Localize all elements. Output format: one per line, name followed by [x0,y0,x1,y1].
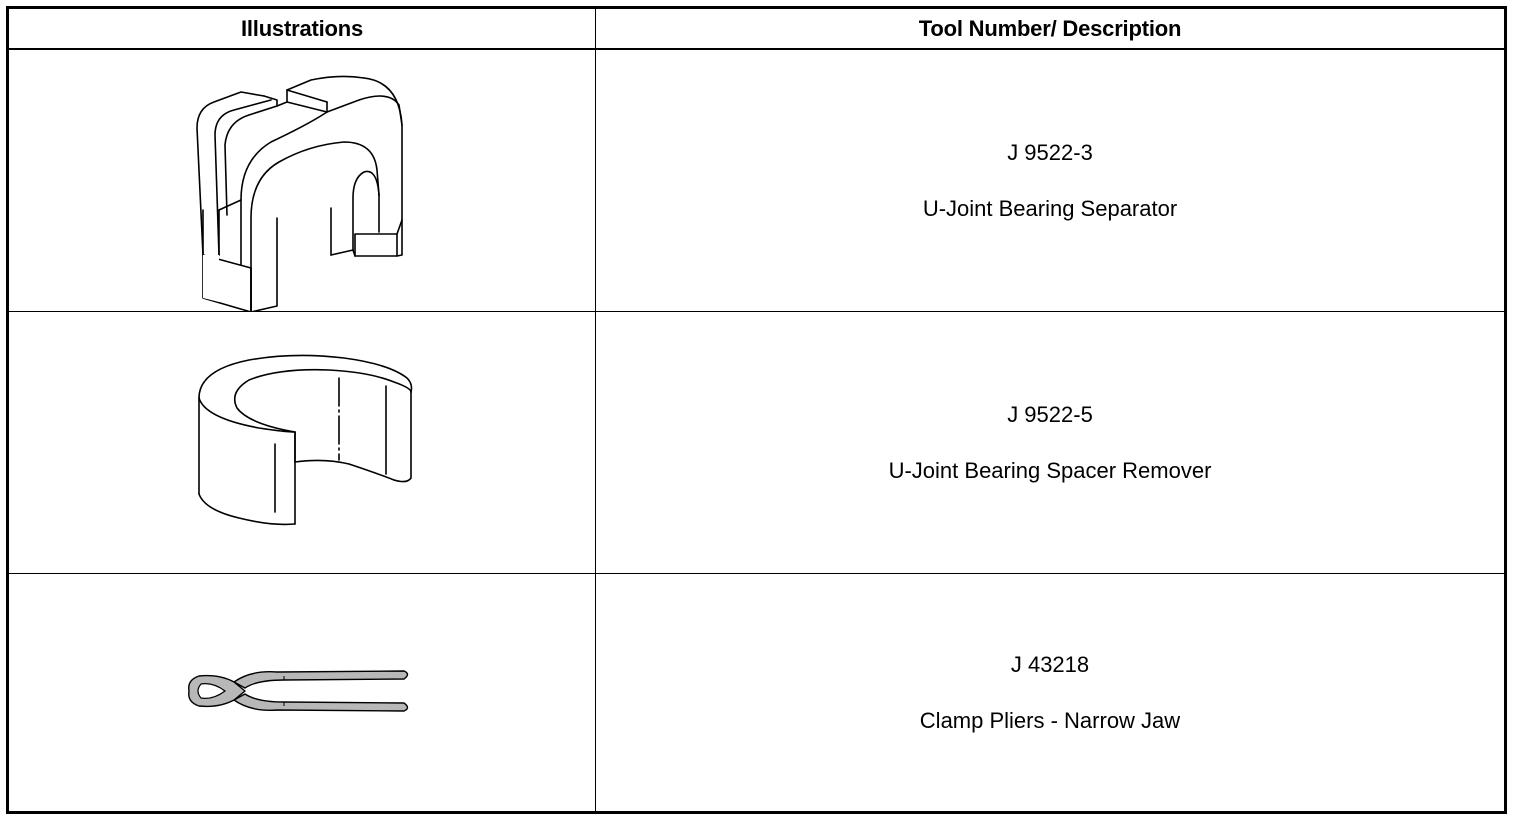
clamp-pliers-icon [9,574,595,814]
u-joint-bearing-spacer-remover-icon [9,312,595,574]
table-row-2-description [596,312,1504,574]
tool-number-1: J 9522-3 [1007,139,1093,165]
header-illustrations-label: Illustrations [240,15,364,41]
header-description-label: Tool Number/ Description [918,15,1182,41]
table-row-3-illustration [9,574,596,811]
tool-number-3: J 43218 [1010,651,1090,677]
tool-description-1: U-Joint Bearing Separator [922,195,1178,221]
table-row-1-description [596,50,1504,312]
table-row-1-illustration [9,50,596,312]
tools-table [6,6,1507,814]
column-header-illustrations [9,9,596,50]
table-row-3-description [596,574,1504,811]
u-joint-bearing-separator-icon [9,50,595,312]
column-header-description [596,9,1504,50]
tool-number-2: J 9522-5 [1007,401,1093,427]
table-row-2-illustration [9,312,596,574]
tool-description-2: U-Joint Bearing Spacer Remover [888,457,1212,483]
tool-description-3: Clamp Pliers - Narrow Jaw [919,707,1181,733]
